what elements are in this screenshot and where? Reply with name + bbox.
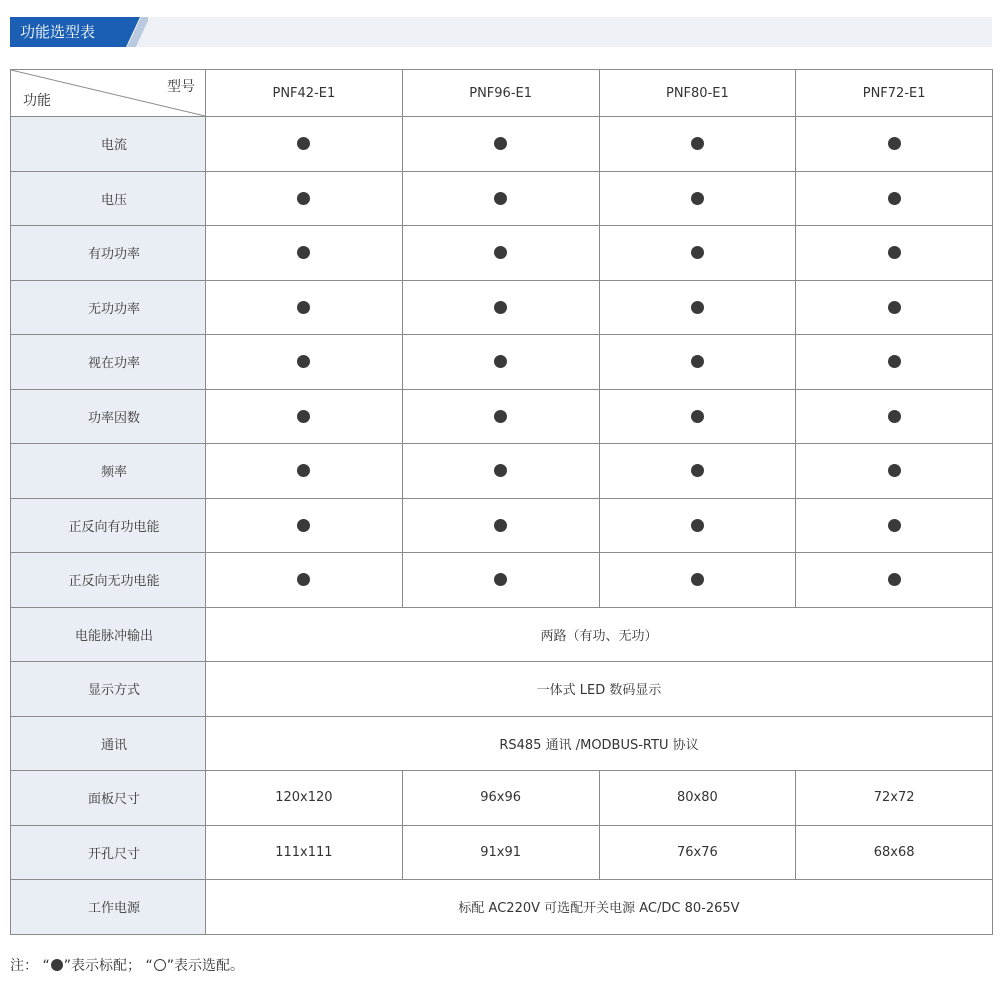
function-axis-label: 功能	[23, 93, 51, 109]
standard-dot-icon	[888, 573, 901, 586]
feature-label: 电压	[11, 171, 206, 226]
model-header: PNF42-E1	[206, 70, 403, 117]
value-cell	[206, 553, 403, 608]
standard-dot-icon	[297, 519, 310, 532]
standard-dot-icon	[494, 192, 507, 205]
value-cell	[796, 553, 993, 608]
standard-dot-icon	[297, 137, 310, 150]
value-cell	[402, 280, 599, 335]
note-prefix: 注：	[10, 958, 38, 974]
feature-label: 面板尺寸	[11, 771, 206, 826]
standard-dot-icon	[691, 573, 704, 586]
feature-label: 频率	[11, 444, 206, 499]
model-axis-label: 型号	[167, 79, 195, 95]
standard-dot-icon	[494, 573, 507, 586]
feature-label: 功率因数	[11, 389, 206, 444]
standard-dot-icon	[494, 137, 507, 150]
standard-dot-icon	[888, 246, 901, 259]
value-cell: 91x91	[402, 825, 599, 880]
value-cell	[796, 498, 993, 553]
standard-dot-icon	[691, 192, 704, 205]
table-row	[11, 825, 993, 880]
value-cell: 72x72	[796, 771, 993, 826]
optional-ring-icon	[154, 959, 166, 971]
value-cell	[599, 444, 796, 499]
standard-dot-icon	[691, 464, 704, 477]
feature-label: 工作电源	[11, 880, 206, 935]
value-cell	[206, 444, 403, 499]
value-cell	[599, 117, 796, 172]
standard-dot-icon	[494, 519, 507, 532]
value-cell	[206, 335, 403, 390]
value-cell	[402, 117, 599, 172]
value-cell	[206, 226, 403, 281]
feature-label: 电能脉冲输出	[11, 607, 206, 662]
table-row	[11, 117, 993, 172]
standard-dot-icon	[297, 410, 310, 423]
value-cell	[599, 553, 796, 608]
value-cell: 76x76	[599, 825, 796, 880]
value-cell	[796, 117, 993, 172]
value-cell	[206, 389, 403, 444]
value-cell	[796, 389, 993, 444]
table-row	[11, 716, 993, 771]
quote-close: ”	[63, 958, 71, 974]
standard-dot-icon	[494, 410, 507, 423]
table-row	[11, 335, 993, 390]
standard-dot-icon	[691, 519, 704, 532]
value-cell	[796, 226, 993, 281]
standard-dot-icon	[494, 246, 507, 259]
value-cell	[599, 389, 796, 444]
standard-dot-icon	[494, 301, 507, 314]
quote-close: ”	[166, 958, 174, 974]
value-cell	[599, 280, 796, 335]
value-cell	[402, 226, 599, 281]
model-header: PNF80-E1	[599, 70, 796, 117]
standard-dot-icon	[691, 137, 704, 150]
value-cell	[796, 335, 993, 390]
table-row	[11, 280, 993, 335]
value-cell	[402, 171, 599, 226]
standard-dot-icon	[297, 192, 310, 205]
value-cell	[402, 335, 599, 390]
table-row	[11, 662, 993, 717]
feature-label: 无功功率	[11, 280, 206, 335]
table-header-row	[11, 70, 993, 117]
standard-dot-icon	[888, 519, 901, 532]
standard-dot-icon	[51, 959, 63, 971]
standard-dot-icon	[888, 410, 901, 423]
feature-label: 电流	[11, 117, 206, 172]
value-cell	[796, 444, 993, 499]
table-row	[11, 771, 993, 826]
value-cell	[796, 280, 993, 335]
standard-dot-icon	[888, 192, 901, 205]
value-cell	[206, 498, 403, 553]
feature-label: 视在功率	[11, 335, 206, 390]
value-cell	[599, 498, 796, 553]
value-cell: 120x120	[206, 771, 403, 826]
section-title-bar	[10, 17, 992, 47]
table-row	[11, 553, 993, 608]
value-cell	[402, 444, 599, 499]
quote-open: “	[145, 958, 153, 974]
corner-header-cell	[11, 70, 206, 117]
table-row	[11, 880, 993, 935]
value-cell	[796, 171, 993, 226]
section-title: 功能选型表	[10, 17, 126, 47]
value-cell: 96x96	[402, 771, 599, 826]
standard-dot-icon	[691, 410, 704, 423]
merged-value-cell: 标配 AC220V 可选配开关电源 AC/DC 80-265V	[206, 880, 993, 935]
title-decoration	[126, 17, 148, 47]
table-row	[11, 171, 993, 226]
standard-dot-icon	[691, 246, 704, 259]
standard-dot-icon	[297, 301, 310, 314]
table-row	[11, 498, 993, 553]
standard-dot-icon	[494, 464, 507, 477]
table-row	[11, 444, 993, 499]
standard-dot-icon	[691, 301, 704, 314]
value-cell: 80x80	[599, 771, 796, 826]
feature-label: 正反向有功电能	[11, 498, 206, 553]
value-cell	[402, 498, 599, 553]
merged-value-cell: 两路（有功、无功）	[206, 607, 993, 662]
value-cell	[599, 171, 796, 226]
value-cell: 68x68	[796, 825, 993, 880]
feature-label: 显示方式	[11, 662, 206, 717]
standard-dot-icon	[888, 301, 901, 314]
quote-open: “	[42, 958, 50, 974]
function-selection-table	[10, 69, 993, 935]
model-header: PNF72-E1	[796, 70, 993, 117]
model-header: PNF96-E1	[402, 70, 599, 117]
table-row	[11, 389, 993, 444]
legend-note	[10, 955, 244, 975]
value-cell	[402, 389, 599, 444]
standard-dot-icon	[494, 355, 507, 368]
standard-dot-icon	[888, 137, 901, 150]
standard-dot-icon	[297, 355, 310, 368]
standard-dot-icon	[297, 246, 310, 259]
value-cell	[599, 226, 796, 281]
value-cell	[206, 117, 403, 172]
value-cell	[402, 553, 599, 608]
feature-label: 通讯	[11, 716, 206, 771]
feature-label: 正反向无功电能	[11, 553, 206, 608]
standard-dot-icon	[297, 464, 310, 477]
standard-dot-icon	[691, 355, 704, 368]
standard-legend-text: 表示标配；	[70, 958, 141, 974]
value-cell	[599, 335, 796, 390]
table-row	[11, 226, 993, 281]
value-cell	[206, 171, 403, 226]
merged-value-cell: 一体式 LED 数码显示	[206, 662, 993, 717]
table-row	[11, 607, 993, 662]
standard-dot-icon	[888, 355, 901, 368]
feature-label: 有功功率	[11, 226, 206, 281]
optional-legend-text: 表示选配。	[173, 958, 244, 974]
standard-dot-icon	[297, 573, 310, 586]
standard-dot-icon	[888, 464, 901, 477]
value-cell	[206, 280, 403, 335]
merged-value-cell: RS485 通讯 /MODBUS-RTU 协议	[206, 716, 993, 771]
value-cell: 111x111	[206, 825, 403, 880]
feature-label: 开孔尺寸	[11, 825, 206, 880]
